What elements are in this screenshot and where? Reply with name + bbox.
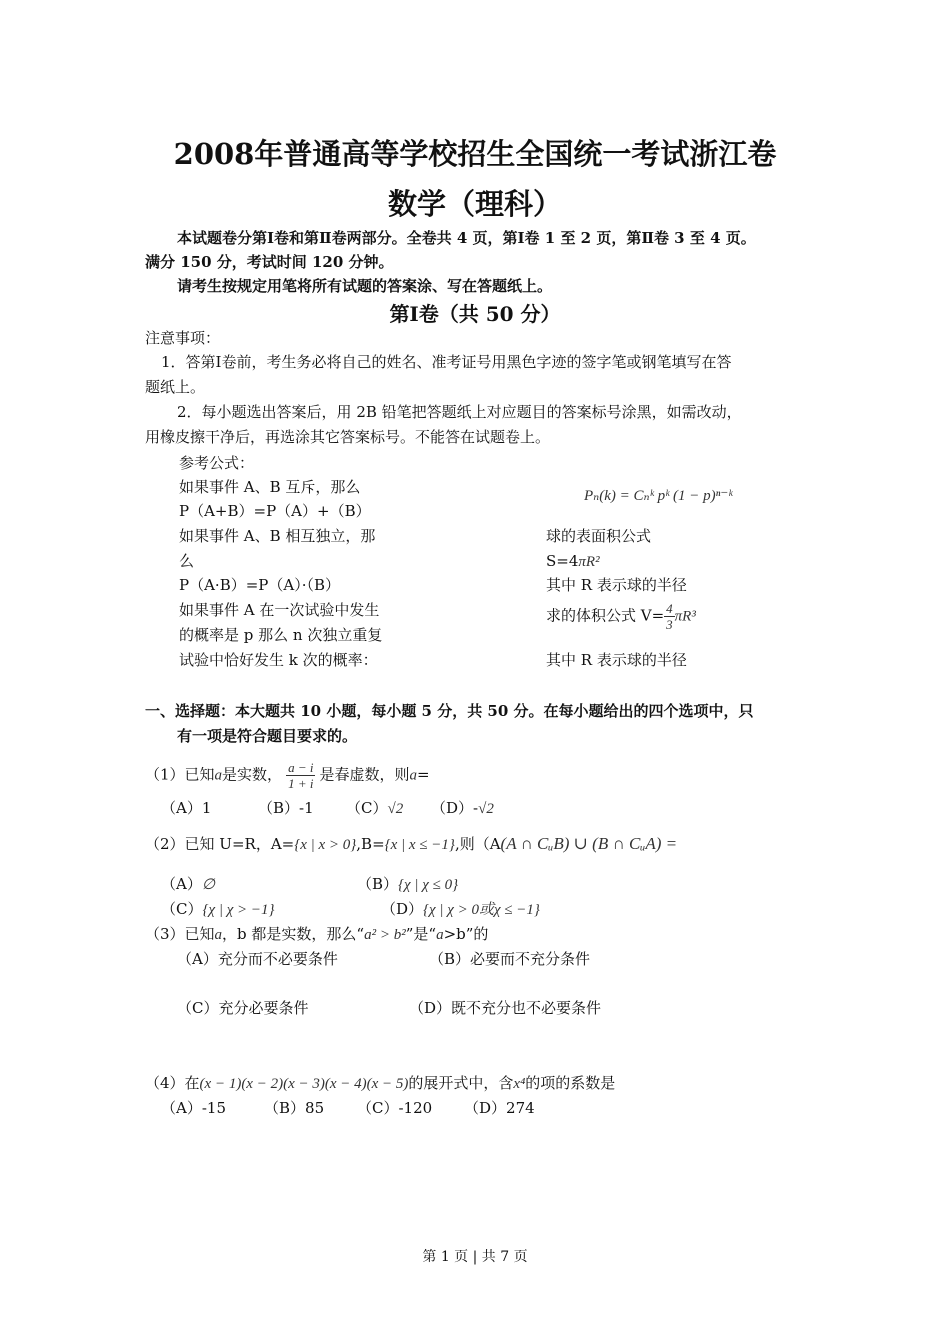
page-title: 2008年普通高等学校招生全国统一考试浙江卷: [173, 137, 777, 171]
q2-stem-c: ,则（A: [454, 835, 501, 853]
q3-var-a: a: [214, 927, 223, 943]
q2-option-c: [161, 899, 275, 920]
formula-left-5: P（A·B）=P（A）·（B）: [179, 576, 341, 594]
q3-stem-b: ，b 都是实数，那么“: [222, 925, 365, 943]
q3-condition: a² > b²: [364, 927, 406, 943]
q2-stem-a: （2）已知 U=R，A=: [145, 835, 295, 853]
q3-option-c: （C）充分必要条件: [177, 999, 309, 1017]
intro-line-1: 本试题卷分第Ⅰ卷和第Ⅱ卷两部分。全卷共 4 页，第Ⅰ卷 1 至 2 页，第Ⅱ卷 3 至 4 页。: [177, 229, 756, 247]
q2-option-a-value: ∅: [201, 877, 215, 893]
q3-stem-a: （3）已知: [145, 925, 215, 943]
q1-stem-c: 是春虚数，则: [319, 765, 410, 784]
q1-option-d-label: （D）-: [431, 799, 479, 817]
sphere-volume-expr: πR³: [674, 608, 696, 625]
formula-left-3: 如果事件 A、B 相互独立，那: [179, 527, 376, 545]
q2-option-d-value: {χ | χ > 0或χ ≤ −1}: [423, 902, 540, 918]
q1-option-c: [346, 798, 403, 819]
sphere-area-expr: πR²: [578, 554, 600, 570]
sphere-area-prefix: S=4: [546, 552, 579, 570]
sphere-area-formula: [546, 551, 600, 572]
q3-option-a: （A）充分而不必要条件: [177, 950, 338, 968]
q2-stem-b: ,B=: [356, 835, 385, 853]
q2-expression: (A ∩ CᵤB) ∪ (B ∩ CᵤA) =: [500, 834, 678, 853]
q1-option-c-value: √2: [387, 801, 404, 817]
q4-stem-a: （4）在: [145, 1074, 200, 1092]
q2-option-a-label: （A）: [161, 875, 202, 893]
q2-option-c-value: {χ | χ > −1}: [202, 902, 275, 918]
binomial-formula: Pₙ(k) = Cₙᵏ pᵏ (1 − p)ⁿ⁻ᵏ: [584, 488, 733, 504]
sphere-area-label: 球的表面积公式: [546, 527, 652, 545]
q4-option-d: （D）274: [464, 1099, 535, 1117]
question-1-stem: [145, 760, 430, 791]
section-title: 第Ⅰ卷（共 50 分）: [389, 302, 561, 326]
q1-stem-b: 是实数，: [222, 765, 283, 784]
q1-option-d: [431, 798, 494, 819]
q1-frac-den: 1 + i: [288, 776, 314, 791]
formulas-heading: 参考公式：: [179, 454, 255, 472]
question-4-stem: [145, 1073, 615, 1094]
q2-set-a: {x | x > 0}: [294, 837, 357, 853]
q3-stem-d: >b”的: [443, 925, 489, 943]
q1-stem-e: =: [416, 765, 430, 784]
note-1-line-a: 1．答第Ⅰ卷前，考生务必将自己的姓名、准考证号用黑色字迹的签字笔或钢笔填写在答: [161, 353, 732, 371]
intro-line-3: 请考生按规定用笔将所有试题的答案涂、写在答题纸上。: [177, 277, 553, 295]
q2-option-c-label: （C）: [161, 900, 203, 918]
part1-heading-a: 一、选择题：本大题共 10 小题，每小题 5 分，共 50 分。在每小题给出的四个选项中，只: [145, 702, 754, 720]
page-subtitle: 数学（理科）: [387, 187, 562, 221]
q2-option-a: [161, 874, 215, 895]
q4-term: x⁴: [513, 1076, 526, 1092]
q1-option-b: （B）-1: [258, 799, 314, 817]
note-1-line-b: 题纸上。: [145, 378, 206, 396]
q3-option-b: （B）必要而不充分条件: [429, 950, 591, 968]
radius-note-2: 其中 R 表示球的半径: [546, 651, 687, 669]
formula-left-7: 的概率是 p 那么 n 次独立重复: [179, 626, 383, 644]
q1-frac-num: a − i: [288, 760, 314, 775]
q4-stem-c: 的项的系数是: [525, 1074, 616, 1092]
note-2-line-b: 用橡皮擦干净后，再选涂其它答案标号。不能答在试题卷上。: [145, 428, 551, 446]
q1-option-d-value: √2: [478, 801, 494, 817]
q2-option-d: [381, 899, 540, 920]
q3-option-d: （D）既不充分也不必要条件: [409, 999, 602, 1017]
sphere-volume-label: 求的体积公式 V=: [546, 606, 665, 625]
formula-left-8: 试验中恰好发生 k 次的概率：: [179, 651, 378, 669]
formula-left-4: 么: [179, 552, 195, 570]
q1-fraction: [286, 760, 315, 791]
q1-stem-a: （1）已知: [145, 765, 215, 784]
q4-stem-b: 的展开式中，含: [408, 1074, 514, 1092]
sphere-volume-formula: [546, 601, 696, 632]
question-2-stem: [145, 834, 677, 855]
q1-stem-d: a: [409, 767, 417, 784]
part1-heading-b: 有一项是符合题目要求的。: [177, 727, 358, 745]
notes-heading: 注意事项：: [145, 329, 221, 347]
formula-left-6: 如果事件 A 在一次试验中发生: [179, 601, 380, 619]
q4-expression: (x − 1)(x − 2)(x − 3)(x − 4)(x − 5): [199, 1076, 409, 1092]
fraction-denominator: 3: [666, 617, 673, 632]
q2-set-b: {x | x ≤ −1}: [384, 837, 455, 853]
q2-option-d-label: （D）: [381, 900, 424, 918]
q2-option-b-label: （B）: [357, 875, 399, 893]
q1-option-c-label: （C）: [346, 799, 388, 817]
page-footer: 第 1 页 | 共 7 页: [422, 1249, 528, 1265]
q2-option-b-value: {χ | χ ≤ 0}: [398, 877, 459, 893]
formula-left-2: P（A+B）=P（A）+（B）: [179, 502, 371, 520]
q4-option-a: （A）-15: [161, 1099, 226, 1117]
q3-stem-c: ”是“: [405, 925, 437, 943]
note-2-line-a: 2．每小题选出答案后，用 2B 铅笔把答题纸上对应题目的答案标号涂黑，如需改动，: [177, 403, 742, 421]
q1-option-a: （A）1: [161, 799, 212, 817]
formula-left-1: 如果事件 A、B 互斥，那么: [179, 478, 361, 496]
question-3-stem: [145, 924, 488, 945]
q2-option-b: [357, 874, 458, 895]
sphere-volume-fraction: [664, 601, 675, 632]
radius-note-1: 其中 R 表示球的半径: [546, 576, 687, 594]
fraction-numerator: 4: [666, 601, 673, 616]
q4-option-c: （C）-120: [357, 1099, 433, 1117]
q4-option-b: （B）85: [264, 1099, 325, 1117]
q3-var-a-2: a: [436, 927, 444, 943]
intro-line-2: 满分 150 分，考试时间 120 分钟。: [145, 253, 394, 271]
q1-var-a: a: [214, 767, 223, 784]
